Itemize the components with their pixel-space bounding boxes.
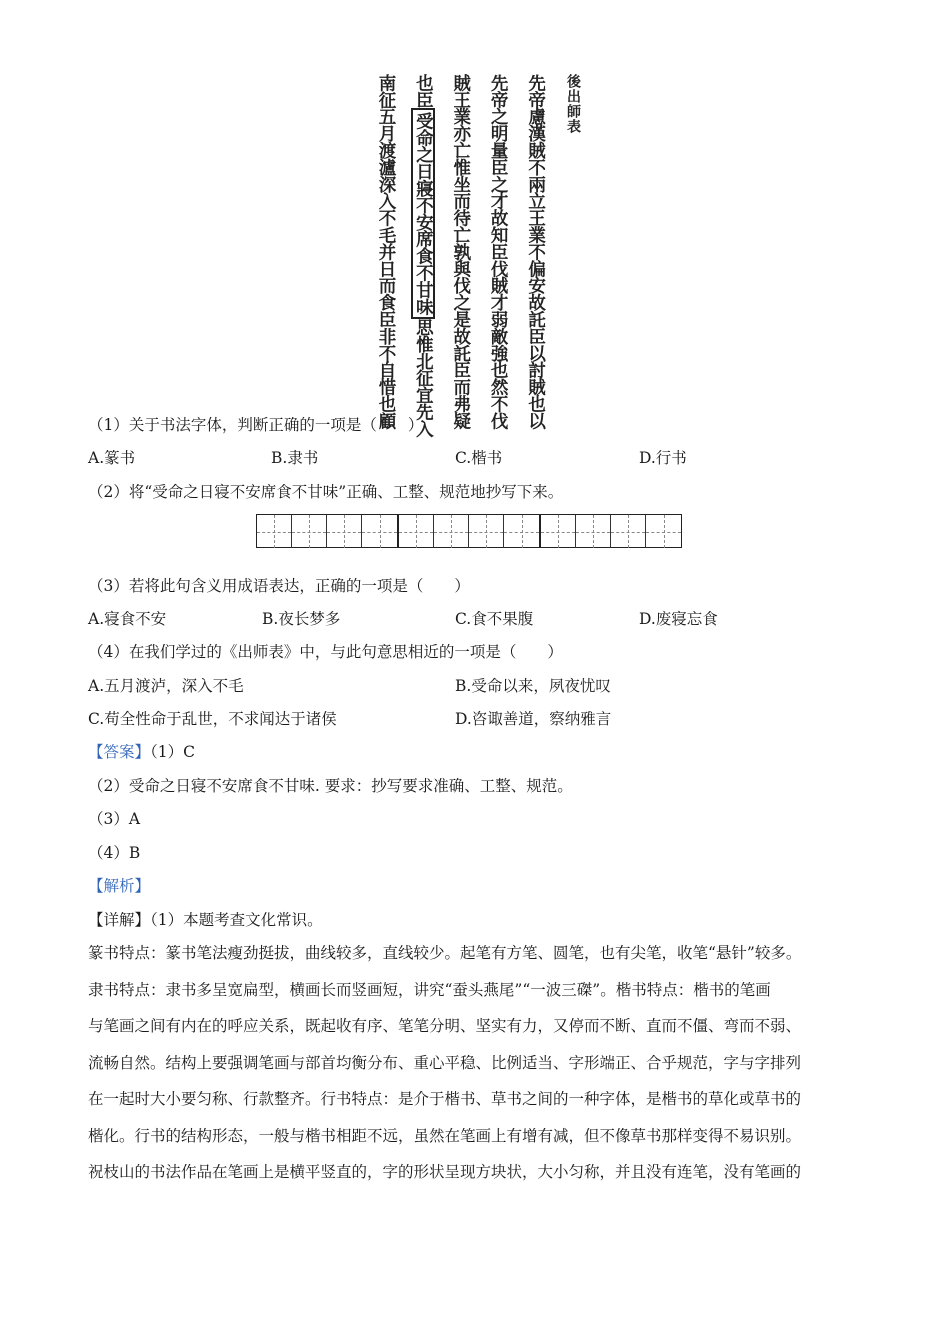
grid-cell <box>646 515 681 548</box>
grid-cell <box>434 515 469 548</box>
grid-cell <box>469 515 504 548</box>
calligraphy-column: 賊王業亦亡惟坐而待亡孰與伐之是故託臣而弗疑 <box>450 74 471 429</box>
calligraphy-title: 後出師表 <box>564 74 581 134</box>
answer-line-1 <box>88 741 195 763</box>
grid-cell <box>292 515 327 548</box>
answer-tag: 【答案】 <box>88 743 151 761</box>
analysis-line: 祝枝山的书法作品在笔画上是横平竖直的，字的形状呈现方块状，大小匀称，并且没有连笔，没有笔画的 <box>88 1163 802 1181</box>
analysis-line: 篆书特点：篆书笔法瘦劲挺拔，曲线较多，直线较少。起笔有方笔、圆笔，也有尖笔，收笔“悬针”较多。 <box>88 944 802 962</box>
analysis-line: 流畅自然。结构上要强调笔画与部首均衡分布、重心平稳、比例适当、字形端正、合乎规范，字与字排列 <box>88 1053 802 1072</box>
analysis-line: 隶书特点：隶书多呈宽扁型，横画长而竖画短，讲究“蚕头燕尾”“一波三磔”。楷书特点：楷书的笔画 <box>88 980 771 999</box>
q3-option-d: D.废寝忘食 <box>639 610 718 628</box>
analysis-tag: 【解析】 <box>88 877 151 895</box>
q3-option-c: C.食不果腹 <box>455 610 534 628</box>
question-2-stem: （2）将“受命之日寝不安席食不甘味”正确、工整、规范地抄写下来。 <box>88 483 564 501</box>
question-3-stem: （3）若将此句含义用成语表达，正确的一项是（ ） <box>88 577 470 595</box>
grid-cell <box>504 515 539 548</box>
calligraphy-text: 思惟北征宜先入 <box>413 318 434 437</box>
answer-4: （4）B <box>88 844 141 862</box>
q1-option-b: B.隶书 <box>271 449 319 467</box>
answer-3: （3）A <box>88 810 141 828</box>
highlighted-sentence: 受命之日寢不安席食不甘味 <box>411 108 435 319</box>
grid-group <box>398 514 540 548</box>
question-1-stem: （1）关于书法字体，判断正确的一项是（ ） <box>88 416 424 434</box>
q3-option-b: B.夜长梦多 <box>262 610 341 628</box>
answer-2: （2）受命之日寝不安席食不甘味. 要求：抄写要求准确、工整、规范。 <box>88 777 573 795</box>
question-4-stem: （4）在我们学过的《出师表》中，与此句意思相近的一项是（ ） <box>88 643 563 661</box>
analysis-line: 与笔画之间有内在的呼应关系，既起收有序、笔笔分明、坚实有力，又停而不断、直而不僵、弯而不弱、 <box>88 1017 802 1035</box>
q4-option-d: D.咨诹善道，察纳雅言 <box>455 710 612 728</box>
q1-option-d: D.行书 <box>639 449 687 467</box>
calligraphy-column: 先帝慮漢賊不兩立王業不偏安故託臣以討賊也以 <box>525 74 546 429</box>
analysis-detail: 【详解】（1）本题考查文化常识。 <box>88 911 323 929</box>
q4-option-a: A.五月渡泸，深入不毛 <box>88 677 244 695</box>
grid-cell <box>576 515 611 548</box>
analysis-paragraph <box>88 935 868 1191</box>
calligraphy-column-highlight <box>409 74 437 437</box>
answer-1: （1）C <box>150 743 195 761</box>
grid-cell <box>399 515 434 548</box>
calligraphy-image <box>372 74 587 437</box>
analysis-line: 在一起时大小要匀称、行款整齐。行书特点：是介于楷书、草书之间的一种字体，是楷书的草化或草书的 <box>88 1090 802 1108</box>
grid-cell <box>257 515 292 548</box>
q1-option-a: A.篆书 <box>88 449 136 467</box>
writing-grid <box>256 514 682 548</box>
q4-option-b: B.受命以来，夙夜忧叹 <box>455 677 611 695</box>
calligraphy-column: 南征五月渡瀘深入不毛并日而食臣非不自惜也顧 <box>376 74 396 429</box>
grid-group <box>540 514 682 548</box>
grid-cell <box>327 515 362 548</box>
grid-cell <box>362 515 397 548</box>
calligraphy-text: 也臣 <box>413 74 434 108</box>
grid-cell <box>541 515 576 548</box>
q1-option-c: C.楷书 <box>455 449 503 467</box>
grid-cell <box>611 515 646 548</box>
q3-option-a: A.寝食不安 <box>88 610 167 628</box>
analysis-line: 楷化。行书的结构形态，一般与楷书相距不远，虽然在笔画上有增有减，但不像草书那样变得不易识别。 <box>88 1126 802 1145</box>
grid-group <box>256 514 398 548</box>
calligraphy-column: 先帝之明量臣之才故知臣伐賊才弱敵強也然不伐 <box>488 74 509 429</box>
q4-option-c: C.苟全性命于乱世，不求闻达于诸侯 <box>88 710 337 728</box>
